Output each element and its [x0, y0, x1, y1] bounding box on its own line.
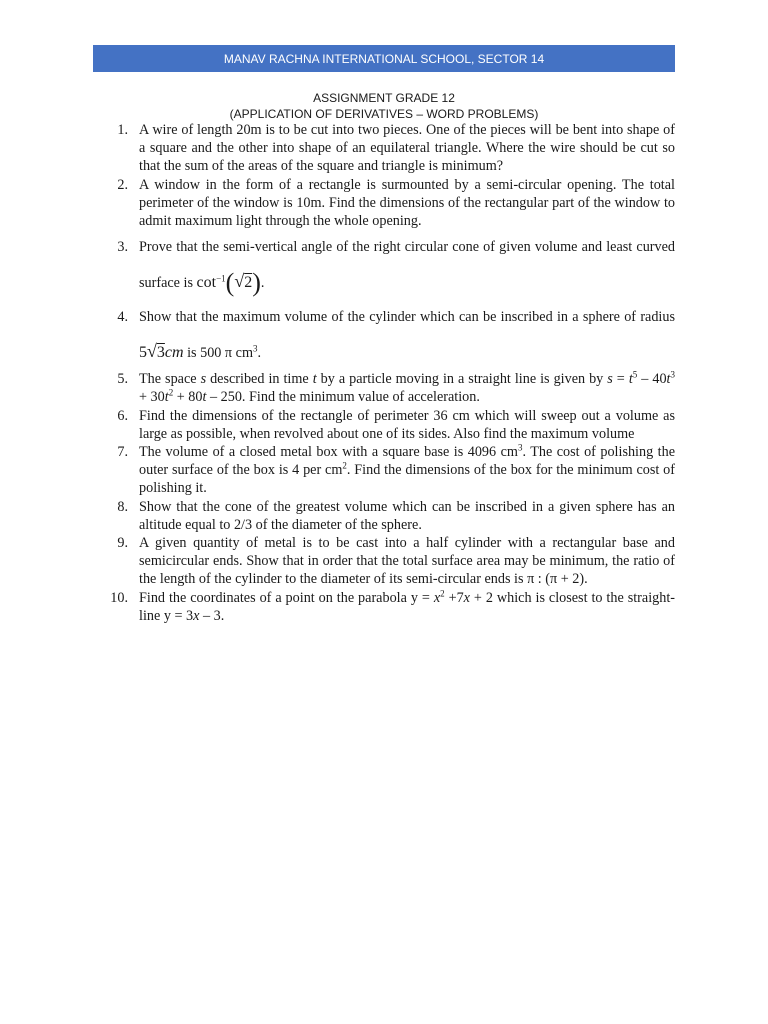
question-text: A given quantity of metal is to be cast into a half cylinder with a rectangular base and semicircular ends. Show that in order that the total surface area may be minimum, the ratio of the length of the cylinder to the diameter of its semi-circular ends is π : (π + 2).: [139, 535, 675, 588]
text-part: + 30: [139, 389, 165, 406]
exponent: 2: [342, 460, 347, 471]
question-2: [93, 176, 675, 231]
radius-unit: cm: [164, 344, 184, 362]
exponent: 2: [440, 587, 445, 598]
var-x: x: [193, 607, 200, 624]
question-text: A window in the form of a rectangle is surmounted by a semi-circular opening. The total perimeter of the window is 10m. Find the dimensions of the rectangular part of the window to admit maximum light through the whole opening.: [139, 176, 675, 230]
question-number: 4.: [117, 309, 128, 326]
school-banner: [93, 45, 675, 72]
sentence-end: .: [260, 275, 265, 292]
text-part: described in time: [206, 371, 313, 388]
question-text-b: is 500 π cm: [183, 345, 253, 362]
question-1: [93, 121, 675, 176]
exponent: 3: [670, 369, 675, 380]
question-number: 7.: [117, 444, 128, 461]
text-part: The space: [139, 371, 201, 388]
question-number: 8.: [117, 498, 128, 515]
cot-function: cot: [196, 274, 217, 292]
school-name: MANAV RACHNA INTERNATIONAL SCHOOL, SECTOR 14: [223, 51, 545, 66]
text-part: . The cost of polishing the outer surface of the box is 4 per cm: [139, 444, 676, 479]
text-part: . Find the dimensions of the box for the minimum cost of polishing it.: [139, 462, 675, 497]
sentence-end: .: [257, 345, 262, 362]
text-part: Find the coordinates of a point on the parabola y =: [139, 589, 434, 606]
question-text: Find the dimensions of the rectangle of perimeter 36 cm which will sweep out a volume as large as possible, when revolved about one of its sides. Also find the maximum volume: [139, 407, 675, 442]
question-text: Show that the cone of the greatest volume which can be inscribed in a given sphere has an altitude equal to 2/3 of the diameter of the sphere.: [139, 498, 675, 533]
question-text: A wire of length 20m is to be cut into two pieces. One of the pieces will be bent into shape of a square and the other into shape of an equilateral triangle. Where the wire should be cut so that the sum of the areas of the square and triangle is minimum?: [139, 122, 675, 175]
exponent: 3: [252, 343, 258, 354]
var-t: t: [164, 389, 169, 406]
var-t: t: [202, 389, 207, 406]
question-number: 9.: [117, 535, 128, 552]
assignment-title: ASSIGNMENT GRADE 12: [313, 91, 455, 105]
question-4: [93, 300, 675, 370]
right-paren: ): [252, 268, 261, 298]
question-number: 1.: [117, 122, 128, 138]
question-number: 6.: [117, 407, 128, 424]
text-part: + 2 which is closest to the straight-line y = 3: [139, 589, 675, 624]
question-number: 5.: [117, 371, 128, 388]
question-number: 3.: [117, 239, 128, 256]
text-part: +7: [444, 589, 464, 606]
var-s: s: [607, 371, 613, 388]
exponent: 2: [168, 387, 174, 398]
var-x: x: [433, 589, 441, 606]
question-8: [93, 498, 675, 534]
left-paren: (: [225, 268, 235, 298]
var-s: s: [200, 371, 207, 388]
question-7: [93, 443, 675, 498]
text-part: The volume of a closed metal box with a square base is 4096 cm: [139, 444, 518, 461]
radical-sign: √: [147, 341, 157, 362]
exponent: 5: [632, 369, 638, 380]
question-6: [93, 407, 675, 443]
text-part: =: [612, 371, 629, 388]
exponent: 3: [517, 442, 523, 453]
inverse-exponent: −1: [216, 273, 226, 284]
question-3: [93, 230, 675, 300]
question-number: 10.: [110, 589, 128, 606]
question-number: 2.: [117, 176, 128, 193]
text-part: – 40: [637, 371, 667, 388]
question-text: Show that the maximum volume of the cylinder which can be inscribed in a sphere of radius: [139, 309, 675, 326]
question-5: [93, 370, 675, 406]
text-part: by a particle moving in a straight line is given by: [316, 371, 608, 388]
assignment-subtitle: (APPLICATION OF DERIVATIVES – WORD PROBLEMS): [229, 107, 539, 121]
text-part: – 3.: [199, 607, 225, 624]
var-x: x: [463, 589, 470, 606]
radical-sign: √: [234, 271, 245, 292]
text-part: – 250. Find the minimum value of acceleration.: [206, 389, 480, 406]
radicand: 3: [156, 344, 165, 362]
question-10: [93, 589, 675, 625]
var-t: t: [628, 371, 633, 388]
radicand: 2: [244, 274, 253, 292]
var-t: t: [312, 371, 317, 388]
question-list: [93, 121, 675, 625]
text-part: + 80: [173, 389, 203, 406]
question-text: Prove that the semi-vertical angle of the right circular cone of given volume and least curved surface is: [139, 239, 675, 292]
radius-coefficient: 5: [139, 344, 147, 362]
var-t: t: [666, 371, 671, 388]
question-9: [93, 534, 675, 589]
